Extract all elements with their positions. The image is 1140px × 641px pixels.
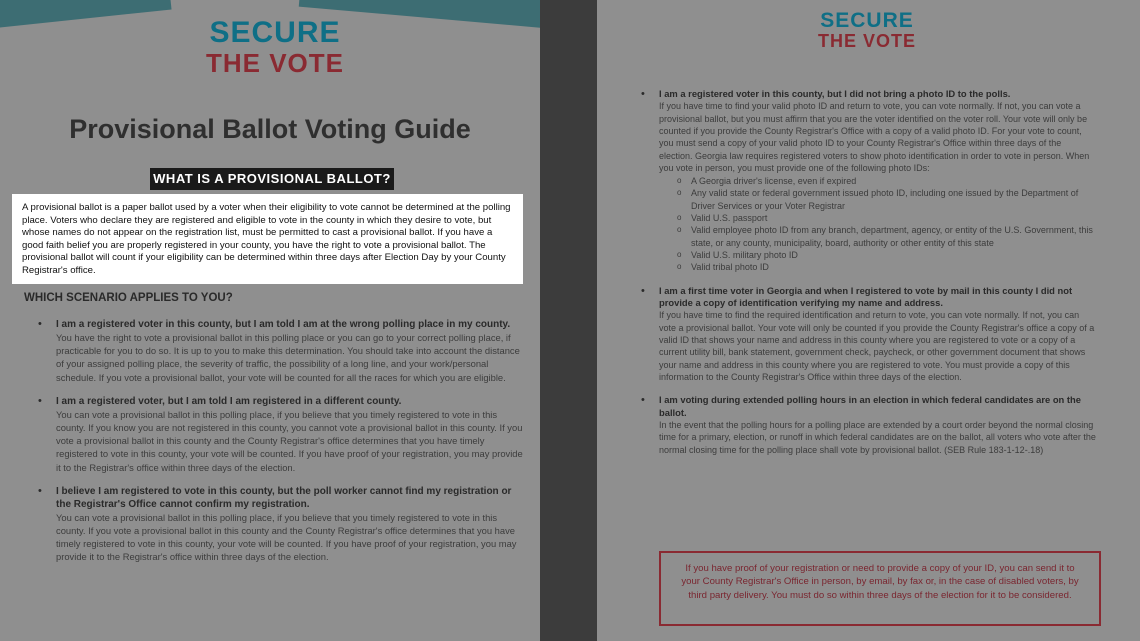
bullet-icon: •: [38, 318, 42, 330]
scenario-title: I am a registered voter in this county, but I am told I am at the wrong polling place in my county.: [56, 319, 511, 330]
scenario-title: I am a registered voter in this county, but I did not bring a photo ID to the polls.: [659, 88, 1011, 99]
left-document-page: [0, 0, 540, 641]
right-document-page: [597, 0, 1140, 641]
list-item: [38, 318, 528, 384]
scenario-title: I believe I am registered to vote in this county, but the poll worker cannot find my registration or the Registrar's Office cannot confirm my registration.: [56, 485, 512, 510]
bullet-icon: •: [38, 394, 42, 407]
secure-the-vote-logo: [205, 18, 345, 76]
list-item: [641, 285, 1096, 384]
photo-id-item: o Valid tribal photo ID: [677, 261, 1096, 273]
page-gap: [540, 0, 597, 641]
list-item: [641, 88, 1096, 274]
list-item: [38, 395, 528, 474]
photo-id-item: o Any valid state or federal government issued photo ID, including one issued by the Department of Driver Services or your Voter Registrar: [677, 187, 1096, 212]
bullet-icon: •: [641, 284, 645, 297]
section-banner: WHAT IS A PROVISIONAL BALLOT?: [150, 168, 394, 190]
scenario-body: In the event that the polling hours for a polling place are extended by a court order beyond the normal closing time for a primary, election, or runoff in which federal candidates are on the ballot, all voters who vote after the normal closing time for the polling place shall vote by provisional ballot. (SEB Rule 183-1-12-.18): [659, 419, 1096, 455]
scenario-body: If you have time to find the required identification and return to vote, you can vote normally. If not, you can vote a provisional ballot. Your vote will only be counted if you provide the County Registrar's office a copy of a valid ID that shows your name and address in this county where you are registered to vote or a copy of a current utility bill, bank statement, government check, paycheck, or other government document that shows your name and address in this county where you are registered to vote. You must provide a copy of this information to the County Registrar's Office within three days of the election.: [659, 310, 1095, 382]
scenario-body: You have the right to vote a provisional ballot in this polling place or you can go to your correct polling place, if practicable for you to do so. It is up to you to make this determination. You should take into account the distance of your assigned polling place, the severity of traffic, the possibility of a long line, and your work/personal schedule. If you vote a provisional ballot, your vote will be counted for all the races for which you are eligible.: [56, 332, 520, 383]
photo-id-item: o Valid U.S. military photo ID: [677, 249, 1096, 261]
scenario-title: I am a first time voter in Georgia and when I registered to vote by mail in this county I did not provide a copy of identification verifying my name and address.: [659, 284, 1073, 308]
list-item: [641, 394, 1096, 456]
scenario-list: [38, 318, 528, 575]
bullet-icon: •: [641, 88, 645, 100]
scenario-title: I am a registered voter, but I am told I am registered in a different county.: [56, 395, 402, 407]
logo-line-2: THE VOTE: [205, 48, 344, 78]
secure-the-vote-logo: [817, 10, 917, 50]
logo-line-2: THE VOTE: [817, 31, 916, 51]
scenario-list: [641, 88, 1096, 467]
corner-decoration: [0, 0, 172, 30]
bullet-icon: •: [641, 394, 645, 407]
photo-id-item: o Valid employee photo ID from any branch, department, agency, or entity of the U.S. Government, this state, or any county, municipality, board, authority or other entity of this state: [677, 224, 1096, 249]
page-title: Provisional Ballot Voting Guide: [69, 114, 471, 144]
scenario-body: You can vote a provisional ballot in this polling place, if you believe that you timely registered to vote in this county. If you know you are not registered in this county, you cannot vote a provisional ballot in this county. If you vote a provisional ballot in this county and the County Registrar's office determines that you have timely registered to vote in this county, your vote will be counted. If you have proof of your registration, you may provide it to the Registrar's office within three days of the election.: [56, 408, 523, 473]
highlighted-definition: A provisional ballot is a paper ballot used by a voter when their eligibility to vote cannot be determined at the polling place. Voters who declare they are registered and eligible to vote in the county in which they desire to vote, but whose names do not appear on the registration list, must be permitted to cast a provisional ballot. If you have a good faith belief you are properly registered in your county, you have the right to vote a provisional ballot. The provisional ballot will count if your eligibility can be determined within three days after Election Day by your County Registrar's office.: [12, 194, 523, 284]
scenario-body: You can vote a provisional ballot in this polling place, if you believe that you timely registered to vote in this county. If you vote a provisional ballot in this county and the County Registrar's office determines that you have timely registered to vote in this county, your vote will be counted. If you have proof of your registration, you may provide it to the Registrar's office within three days of the election.: [56, 511, 517, 563]
scenario-title: I am voting during extended polling hours in an election in which federal candidates are on the ballot.: [659, 394, 1081, 418]
photo-id-list: [677, 175, 1096, 273]
logo-line-1: SECURE: [820, 9, 914, 32]
list-item: [38, 485, 528, 564]
logo-line-1: SECURE: [209, 16, 341, 49]
photo-id-item: o A Georgia driver's license, even if expired: [677, 175, 1096, 187]
bullet-icon: •: [38, 484, 42, 497]
photo-id-item: o Valid U.S. passport: [677, 212, 1096, 224]
scenario-body: If you have time to find your valid photo ID and return to vote, you can vote normally. If not, you can vote a provisional ballot, but you must affirm that you are the voter identified on the voter roll. Your vote will only be counted if you provide the County Registrar's Office with a copy of a valid photo ID. For your vote to count, you must send a copy of your valid photo ID to your County Registrar's Office within three days of the election. Georgia law requires registered voters to show photo identification in order to vote in person. When you vote in person, you must provide one of the following photo IDs:: [659, 101, 1090, 173]
scenario-heading: WHICH SCENARIO APPLIES TO YOU?: [24, 292, 233, 304]
proof-notice-box: If you have proof of your registration or need to provide a copy of your ID, you can send it to your County Registrar's Office in person, by email, by fax or, in the case of disabled voters, by third party delivery. You must do so within three days of the election for it to be considered.: [659, 551, 1101, 626]
